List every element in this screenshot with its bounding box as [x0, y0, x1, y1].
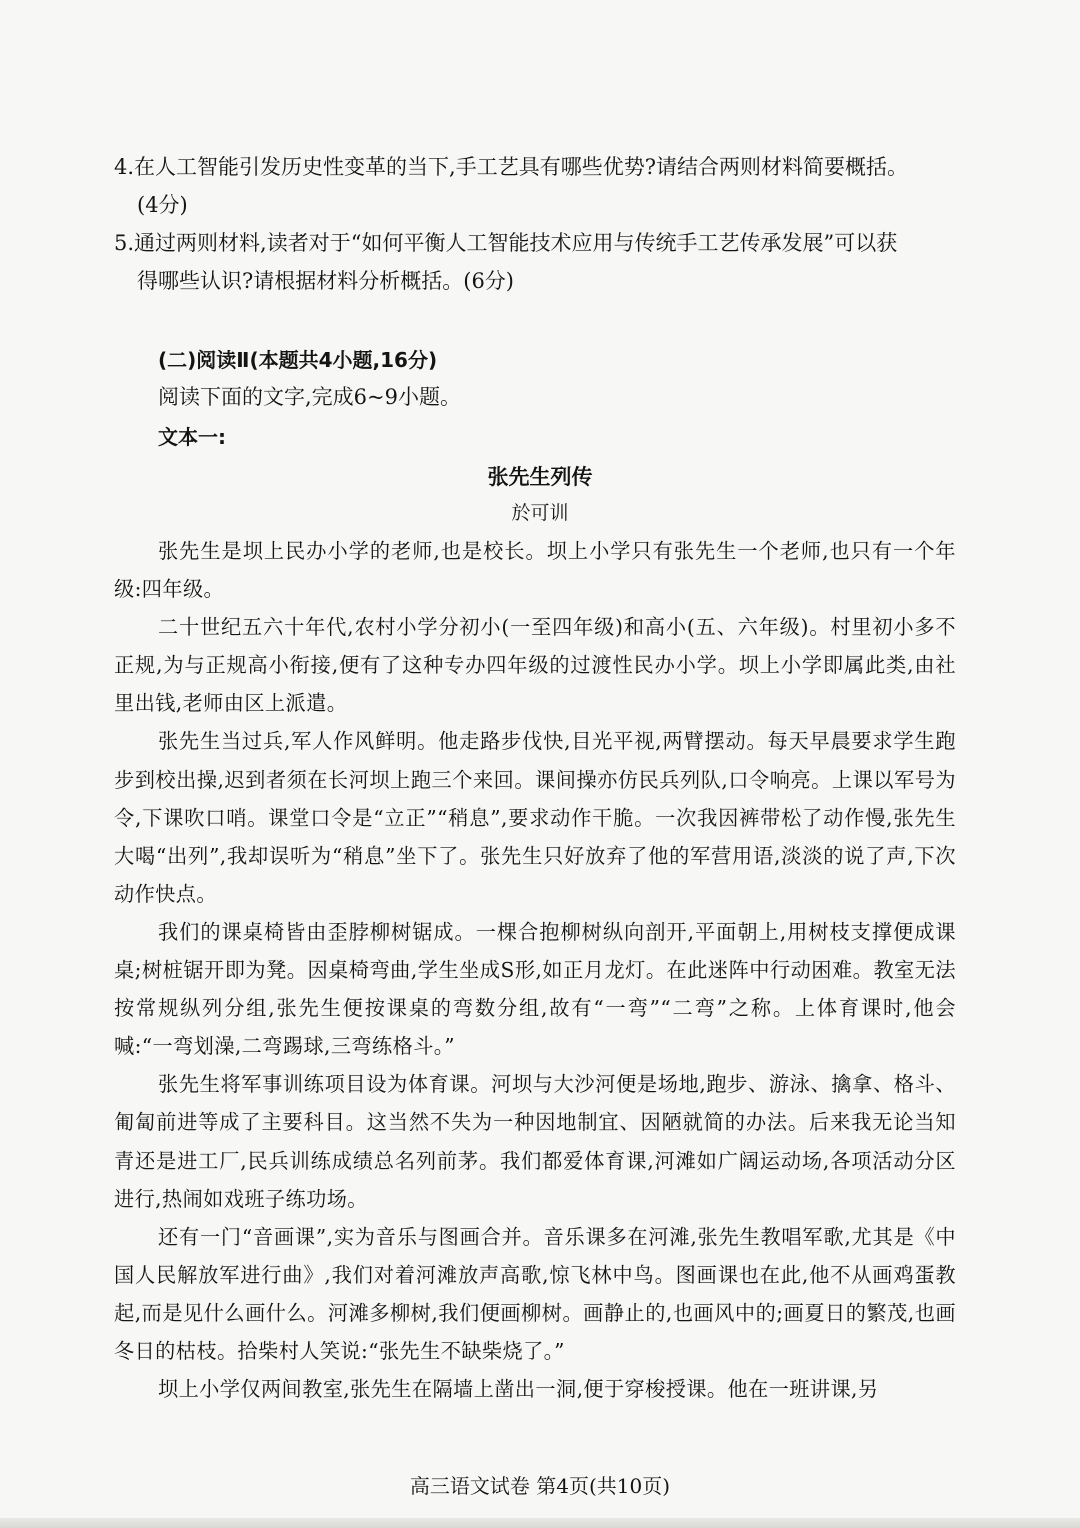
article-paragraph: 我们的课桌椅皆由歪脖柳树锯成。一棵合抱柳树纵向剖开,平面朝上,用树枝支撑便成课桌;树桩锯开即为凳。因桌椅弯曲,学生坐成S形,如正月龙灯。在此迷阵中行动困难。教室无法按常规纵列分组,张先生便按课桌的弯数分组,故有“一弯”“二弯”之称。上体育课时,他会喊:“一弯划澡,二弯踢球,三弯练格斗。” [114, 919, 956, 1059]
text-label: 文本一: [158, 425, 226, 449]
section-heading: (二)阅读Ⅱ(本题共4小题,16分) [158, 348, 438, 372]
article-author: 於可训 [511, 502, 569, 524]
article-title: 张先生列传 [487, 465, 593, 489]
article-paragraph: 张先生将军事训练项目设为体育课。河坝与大沙河便是场地,跑步、游泳、擒拿、格斗、匍匐前进等成了主要科目。这当然不失为一种因地制宜、因陋就简的办法。后来我无论当知青还是进工厂,民兵训练成绩总名列前茅。我们都爱体育课,河滩如广阔运动场,各项活动分区进行,热闹如戏班子练功场。 [114, 1072, 956, 1211]
question-text: 在人工智能引发历史性变革的当下,手工艺具有哪些优势?请结合两则材料简要概括。 [134, 155, 908, 179]
article-paragraph: 张先生是坝上民办小学的老师,也是校长。坝上小学只有张先生一个老师,也只有一个年级:四年级。 [114, 539, 956, 602]
question-continuation: 得哪些认识?请根据材料分析概括。(6分) [137, 269, 515, 293]
article-paragraph: 坝上小学仅两间教室,张先生在隔墙上凿出一洞,便于穿梭授课。他在一班讲课,另 [158, 1377, 879, 1402]
question-score: (4分) [137, 193, 188, 217]
question-5 [114, 224, 956, 300]
question-number: 4. [114, 155, 135, 179]
article-paragraph: 还有一门“音画课”,实为音乐与图画合并。音乐课多在河滩,张先生教唱军歌,尤其是《中国人民解放军进行曲》,我们对着河滩放声高歌,惊飞林中鸟。图画课也在此,他不从画鸡蛋教起,而是见什么画什么。河滩多柳树,我们便画柳树。画静止的,也画风中的;画夏日的繁茂,也画冬日的枯枝。拾柴村人笑说:“张先生不缺柴烧了。” [114, 1224, 956, 1363]
question-text: 通过两则材料,读者对于“如何平衡人工智能技术应用与传统手工艺传承发展”可以获 [134, 231, 898, 255]
page-bottom-edge [0, 1518, 1080, 1528]
article-paragraph: 张先生当过兵,军人作风鲜明。他走路步伐快,目光平视,两臂摆动。每天早晨要求学生跑步到校出操,迟到者须在长河坝上跑三个来回。课间操亦仿民兵列队,口令响亮。上课以军号为令,下课吹口哨。课堂口令是“立正”“稍息”,要求动作干脆。一次我因裤带松了动作慢,张先生大喝“出列”,我却误听为“稍息”坐下了。张先生只好放弃了他的军营用语,淡淡的说了声,下次动作快点。 [114, 729, 956, 906]
question-4 [114, 148, 956, 224]
article-body [114, 532, 956, 1408]
question-number: 5. [114, 231, 135, 255]
article-paragraph: 二十世纪五六十年代,农村小学分初小(一至四年级)和高小(五、六年级)。村里初小多不正规,为与正规高小衔接,便有了这种专办四年级的过渡性民办小学。坝上小学即属此类,由社里出钱,老师由区上派遣。 [114, 615, 956, 716]
section-instruction: 阅读下面的文字,完成6~9小题。 [158, 385, 461, 409]
page-footer: 高三语文试卷 第4页(共10页) [409, 1474, 671, 1498]
